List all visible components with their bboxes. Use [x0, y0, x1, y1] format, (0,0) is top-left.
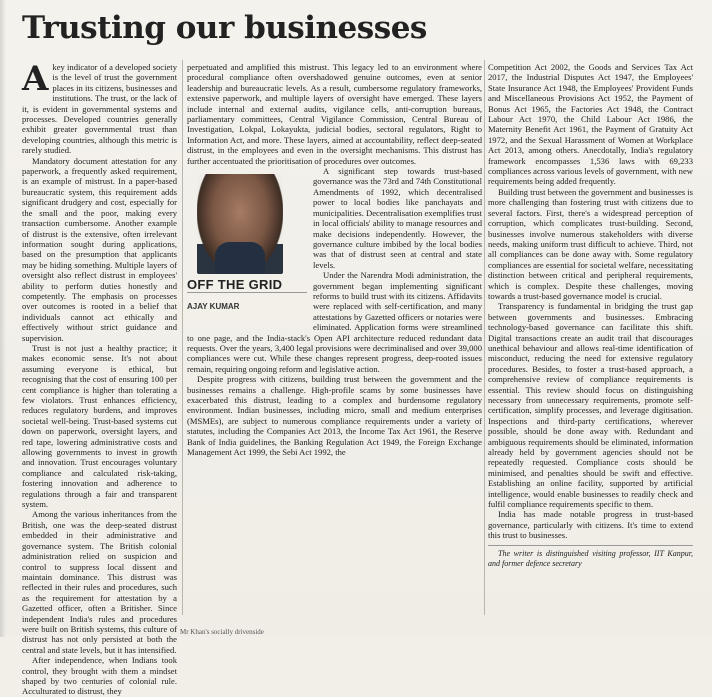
body-paragraph: Trust is not just a healthy practice; it makes economic sense. It's not about assuming everyone is ethical, but recognising that the cost of ensuring 100 per cent compliance is higher than tolerating a few violators. Trust enhances efficiency, reduces regulatory burdens, and improves societal well-being. Trust-based systems cut down on paperwork, oversight layers, and red tape, lowering administrative costs and allowing governments to invest in growth and innovation. Trust encourages voluntary compliance and calculated risk-taking, fostering innovation and adherence to regulations through a fair and transparent system. — [22, 342, 177, 510]
author-photo — [197, 174, 283, 274]
body-paragraph: Building trust between the government and businesses is more challenging than fostering trust with citizens due to several factors. First, there's a widespread perception of corruption, which complicates trust-building. Second, businesses involve numerous stakeholders with diverse needs, making uniform trust difficult to achieve. Third, not all compliances can be done away with. Some regulatory compliances are essential for societal welfare, necessitating distinction between critical and peripheral requirements, which is complex. Despite these challenges, moving towards a trust-based governance model is crucial. — [488, 186, 694, 301]
author-photo-block — [187, 170, 307, 320]
article-headline: Trusting our businesses — [22, 10, 427, 46]
body-paragraph: Among the various inheritances from the British, one was the deep-seated distrust embedded in their administrative and governance system. The British colonial administration relied on suspicion and control to suppress local dissent and maintain dominance. This distrust was reflected in their rules and procedures, such as the requirement for attestation by a Gazetted officer, often a Britisher. Since independent India's rules and procedures were built on British systems, this culture of distrust has not only persisted at both the central and state levels, but it has intensified. — [22, 509, 177, 655]
body-paragraph: Despite progress with citizens, building trust between the government and the businesses remains a challenge. High-profile scams by some businesses have exacerbated this distrust, leading to a complex and burdensome regulatory environment. Indian businesses, including micro, small and medium enterprises (MSMEs), are subject to numerous compliance requirements under a variety of statutes, including the Companies Act 2013, the Income Tax Act 1961, the Reserve Bank of India guidelines, the Banking Regulation Act 1949, the Foreign Exchange Management Act 1999, the Sebi Act 1992, the — [187, 374, 482, 458]
body-paragraph: Under the Narendra Modi administration, the government began implementing significant reforms to build trust with its citizens. Affidavits were replaced with self-certification, and many attestations by Gazetted officers or notaries were eliminated. Application forms were streamlined to one page, and the India-stack's Open API architecture reduced redundant data requests. Over the years, 3,400 legal provisions were decriminalised and over 39,000 compliances were cut. While these changes represent progress, deep-rooted issues remain, requiring ongoing reform and legislative action. — [187, 270, 482, 374]
author-credit: The writer is distinguished visiting professor, IIT Kanpur, and former defence secretary — [488, 545, 693, 569]
body-paragraph: Competition Act 2002, the Goods and Services Tax Act 2017, the Industrial Disputes Act 1947, the Employees' State Insurance Act 1948, the Employees' Provident Funds and Miscellaneous Provisions Act 1952, the Payment of Bonus Act 1965, the Factories Act 1948, the Contract Labour Act 1970, the Child Labour Act 1986, the Maternity Benefit Act 1961, the Payment of Gratuity Act 1972, and the Sexual Harassment of Women at Workplace Act 2013, among others. Anecdotally, India's regulatory framework encompasses 1,536 laws with 69,233 compliances across various levels of government, with new requirements being added frequently. — [488, 62, 693, 187]
lead-paragraph: Akey indicator of a developed society is the level of trust the government places in its citizens, businesses and institutions. The trust, or the lack of it, is evident in governmental systems and processes. Developed countries generally exhibit greater governmental trust than developing countries, although this metric is rarely studied. — [22, 59, 177, 156]
column-title: OFF THE GRID — [187, 280, 307, 293]
body-paragraph: A significant step towards trust-based governance was the 73rd and 74th Constitutional Amendments of 1992, which decentralised power to local bodies like panchayats and municipalities. Decentralisation exemplifies trust in local officials' ability to manage resources and make decisions independently. However, the governance culture imbibed by the local bodies was that of distrust seen at central and state levels. — [313, 166, 482, 270]
page-edge-shadow — [0, 0, 6, 637]
body-paragraph: India has made notable progress in trust-based governance, particularly with citizens. It's time to extend this trust to businesses. — [488, 509, 693, 541]
body-paragraph: perpetuated and amplified this mistrust. This legacy led to an environment where procedural compliance often overshadowed genuine outcomes, even at senior leadership and bureaucratic levels. As a result, cumbersome regulatory frameworks, extensive paperwork, and multiple layers of oversight have emerged. These layers include internal and external audits, vigilance cells, anti-corruption bureaus, parliamentary committees, Central Vigilance Commission, Central Bureau of Investigation, Lokpal, Lokayukta, judicial bodies, sectoral regulators, Right to Information Act, and more. These layers, aimed at accountability, reflect deep-seated distrust, in the employees and even in the oversight mechanisms. This distrust has further accentuated the prioritisation of procedures over outcomes. — [187, 62, 482, 166]
article-column-2 — [187, 62, 482, 612]
body-paragraph: After independence, when Indians took control, they brought with them a mindset shaped by two centuries of colonial rule. Acculturated to distrust, they — [22, 655, 177, 697]
body-paragraph: Mandatory document attestation for any paperwork, a frequently asked requirement, is an example of mistrust. In a paper-based bureaucratic system, this requirement adds significant drudgery and cost, especially for the small and the poor, making every transaction cumbersome. Another example of distrust is the extensive, often irrelevant information sought during applications, based on the presumption that applicants may be hiding something. Multiple layers of oversight also reflect distrust in employees' ability to perform duties honestly and competently. The emphasis on processes over outcomes is rooted in a belief that individuals cannot act ethically and effectively without strict guidance and supervision. — [22, 155, 177, 343]
column-divider — [182, 60, 183, 615]
column-divider — [484, 60, 485, 615]
article-column-3 — [488, 62, 693, 614]
body-paragraph: Transparency is fundamental in bridging the trust gap between governments and businesses. Embracing technology-based governance can facilitate this shift. Digital transactions create an audit trail that discourages unethical behaviour and allows real-time identification of misconduct, reducing the need for extensive regulatory procedures. Besides, to foster a trust-based approach, a comprehensive review of compliance requirements is essential. This review should focus on distinguishing necessary from unnecessary requirements, promote self-certification, simplify processes, and leverage digitisation. Inspections and third-party certifications, wherever possible, should be done away with. Redundant and ambiguous requirements should be eliminated, information already held by government agencies should not be repeatedly requested. Compliance costs should be minimised, and penalties should be swift and effective. Establishing an online facility, supported by artificial intelligence, would enable businesses to readily check and fulfil compliance requirements specific to them. — [488, 301, 693, 510]
drop-cap: A — [22, 59, 49, 99]
author-name: AJAY KUMAR — [187, 302, 240, 312]
next-article-snippet: Mr Khan's socially drivenside — [180, 628, 264, 636]
article-column-1 — [22, 59, 177, 697]
